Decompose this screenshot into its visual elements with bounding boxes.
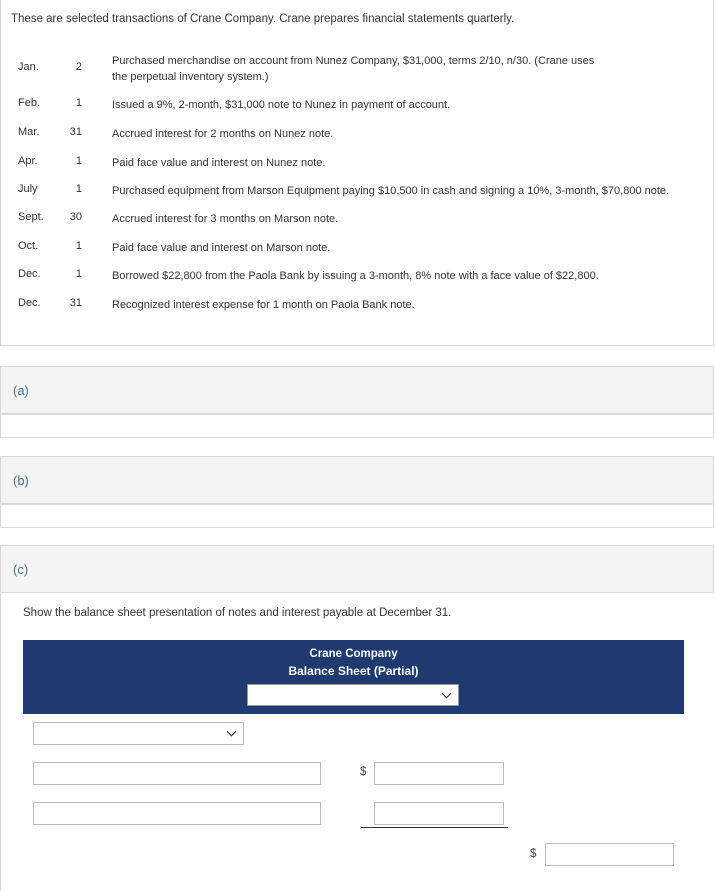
part-a-label: (a) [13,383,29,398]
transaction-month: Jan. [18,61,39,73]
line-2-amount-input[interactable] [374,802,504,825]
part-b-content [0,504,714,528]
line-1-amount-input[interactable] [374,762,504,785]
transaction-description: Purchased merchandise on account from Nunez Company, $31,000, terms 2/10, n/30. (Crane uses the perpetual inventory system.) [112,55,595,83]
transaction-day: 1 [75,155,82,167]
total-amount-input[interactable] [545,843,674,866]
section-select[interactable] [33,722,244,745]
transaction-description: Accrued interest for 3 months on Marson note. [112,213,339,225]
transaction-description: Issued a 9%, 2-month, $31,000 note to Nunez in payment of account. [112,99,451,111]
transaction-day: 31 [69,297,82,309]
intro-text: These are selected transactions of Crane Company. Crane prepares financial statements quarterly. [11,13,515,25]
transaction-description: Purchased equipment from Marson Equipment paying $10,500 in cash and signing a 10%, 3-month, $70,800 note. [112,185,670,197]
transaction-month: Oct. [18,240,39,252]
subtotal-underline [361,827,508,828]
instruction-text: Show the balance sheet presentation of notes and interest payable at December 31. [23,607,452,619]
transaction-description: Paid face value and interest on Nunez note. [112,157,326,169]
transaction-month: Sept. [18,211,44,223]
transaction-description: Accrued interest for 2 months on Nunez note. [112,128,334,140]
transaction-description: Paid face value and interest on Marson note. [112,242,331,254]
statement-title: Balance Sheet (Partial) [288,664,419,678]
currency-symbol-1: $ [360,766,367,778]
transaction-day: 30 [69,211,82,223]
chevron-down-icon [227,727,237,737]
part-c-header[interactable] [0,545,714,593]
transaction-day: 31 [69,126,82,138]
transaction-day: 2 [75,61,82,73]
part-a-content [0,414,714,438]
transaction-description: Borrowed $22,800 from the Paola Bank by issuing a 3-month, 8% note with a face value of $22,800. [112,270,599,282]
part-a-header[interactable] [0,366,714,414]
company-name: Crane Company [309,648,398,660]
part-c-content [0,545,714,891]
transaction-month: Dec. [18,297,41,309]
transaction-month: Apr. [18,155,38,167]
transaction-day: 1 [75,240,82,252]
part-b-header[interactable] [0,456,714,504]
transaction-month: Mar. [18,126,40,138]
line-1-account-input[interactable] [33,762,321,785]
transaction-day: 1 [75,268,82,280]
balance-sheet-header [23,640,684,714]
transaction-month: Dec. [18,268,41,280]
transaction-day: 1 [75,183,82,195]
date-select[interactable] [247,684,459,706]
part-c-label: (c) [13,562,29,577]
currency-symbol-total: $ [530,848,537,860]
transaction-month: Feb. [18,97,41,109]
part-b-label: (b) [13,473,29,488]
transactions-panel [0,0,714,346]
transaction-day: 1 [75,97,82,109]
transaction-month: July [18,183,38,195]
chevron-down-icon [442,689,452,699]
line-2-account-input[interactable] [33,802,321,825]
transaction-description: Recognized interest expense for 1 month on Paola Bank note. [112,299,415,311]
